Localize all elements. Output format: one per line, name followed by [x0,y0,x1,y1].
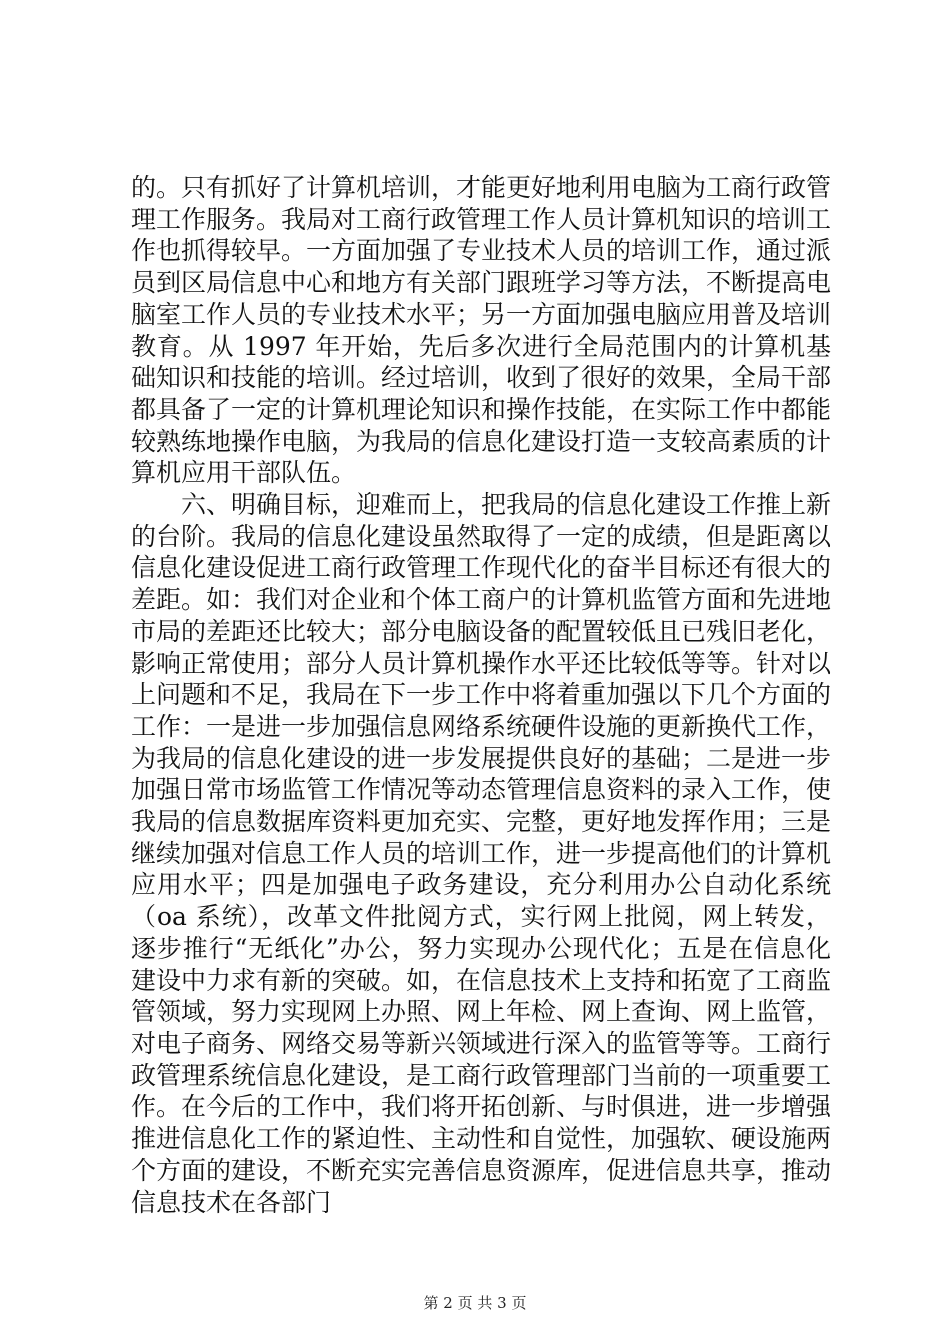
paragraph-goals: 六、明确目标，迎难而上，把我局的信息化建设工作推上新的台阶。我局的信息化建设虽然取得了一定的成绩，但是距离以信息化建设促进工商行政管理工作现代化的奋半目标还有很大的差距。如：我们对企业和个体工商户的计算机监管方面和先进地市局的差距还比较大；部分电脑设备的配置较低且已残旧老化，影响正常使用；部分人员计算机操作水平还比较低等等。针对以上问题和不足，我局在下一步工作中将着重加强以下几个方面的工作：一是进一步加强信息网络系统硬件设施的更新换代工作，为我局的信息化建设的进一步发展提供良好的基础；二是进一步加强日常市场监管工作情况等动态管理信息资料的录入工作，使我局的信息数据库资料更加充实、完整，更好地发挥作用；三是继续加强对信息工作人员的培训工作，进一步提高他们的计算机应用水平；四是加强电子政务建设，充分利用办公自动化系统（oa 系统），改革文件批阅方式，实行网上批阅，网上转发，逐步推行“无纸化”办公，努力实现办公现代化；五是在信息化建设中力求有新的突破。如，在信息技术上支持和拓宽了工商监管领域，努力实现网上办照、网上年检、网上查询、网上监管，对电子商务、网络交易等新兴领域进行深入的监管等等。工商行政管理系统信息化建设，是工商行政管理部门当前的一项重要工作。在今后的工作中，我们将开拓创新、与时俱进，进一步增强推进信息化工作的紧迫性、主动性和自觉性，加强软、硬设施两个方面的建设，不断充实完善信息资源库，促进信息共享，推动信息技术在各部门 [131,490,832,1217]
page-footer: 第 2 页 共 3 页 [423,1294,527,1312]
document-body [131,172,831,1218]
paragraph-training: 的。只有抓好了计算机培训，才能更好地利用电脑为工商行政管理工作服务。我局对工商行政管理工作人员计算机知识的培训工作也抓得较早。一方面加强了专业技术人员的培训工作，通过派员到区局信息中心和地方有关部门跟班学习等方法，不断提高电脑室工作人员的专业技术水平；另一方面加强电脑应用普及培训教育。从 1997 年开始，先后多次进行全局范围内的计算机基础知识和技能的培训。经过培训，收到了很好的效果，全局干部都具备了一定的计算机理论知识和操作技能，在实际工作中都能较熟练地操作电脑，为我局的信息化建设打造一支较高素质的计算机应用干部队伍。 [131,173,832,488]
